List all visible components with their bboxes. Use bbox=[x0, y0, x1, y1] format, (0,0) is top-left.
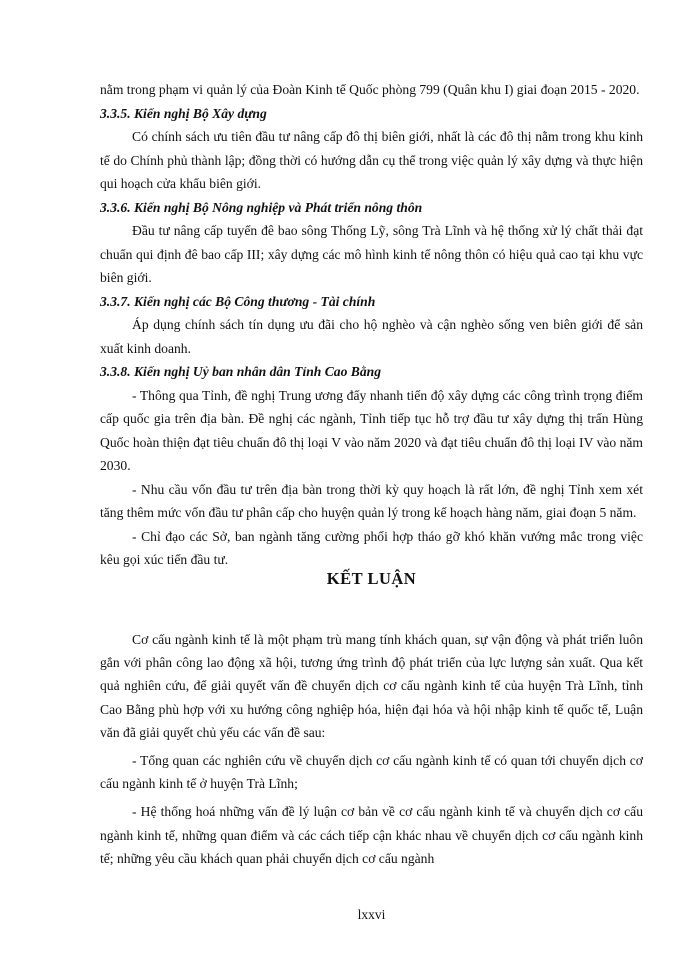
conclusion-section bbox=[100, 628, 643, 870]
continued-paragraph: nằm trong phạm vi quản lý của Đoàn Kinh tế Quốc phòng 799 (Quân khu I) giai đoạn 2015 - 2020. bbox=[100, 82, 640, 97]
conclusion-item-1: - Tổng quan các nghiên cứu về chuyển dịch cơ cấu ngành kinh tế có quan tới chuyển dịch cơ cấu ngành kinh tế ở huyện Trà Lĩnh; bbox=[100, 753, 643, 792]
conclusion-intro-paragraph: Cơ cấu ngành kinh tế là một phạm trù mang tính khách quan, sự vận động và phát triển luôn gắn với phân công lao động xã hội, tương ứng trình độ phát triển của lực lượng sản xuất. Qua kết quả nghiên cứu, để giải quyết vấn đề chuyển dịch cơ cấu ngành kinh tế của huyện Trà Lĩnh, tỉnh Cao Bằng phù hợp với xu hướng công nghiệp hóa, hiện đại hóa và hội nhập kinh tế quốc tế, Luận văn đã giải quyết chủ yếu các vấn đề sau: bbox=[100, 632, 643, 740]
paragraph-province-item-3: - Chỉ đạo các Sở, ban ngành tăng cường phối hợp tháo gỡ khó khăn vướng mắc trong việc kêu gọi xúc tiến đầu tư. bbox=[100, 528, 643, 567]
recommendations-section bbox=[100, 78, 643, 572]
section-heading-3-3-7: 3.3.7. Kiến nghị các Bộ Công thương - Tài chính bbox=[100, 293, 376, 309]
page-number: lxxvi bbox=[357, 907, 386, 922]
section-heading-3-3-8: 3.3.8. Kiến nghị Uỷ ban nhân dân Tỉnh Cao Bằng bbox=[100, 364, 382, 379]
paragraph-province-item-2: - Nhu cầu vốn đầu tư trên địa bàn trong thời kỳ quy hoạch là rất lớn, đề nghị Tỉnh xem xét tăng thêm mức vốn đầu tư phân cấp cho huyện quản lý trong kế hoạch hàng năm, giai đoạn 5 năm. bbox=[100, 481, 643, 520]
section-heading-3-3-5: 3.3.5. Kiến nghị Bộ Xây dựng bbox=[100, 105, 267, 121]
paragraph-ministry-agriculture: Đầu tư nâng cấp tuyến đê bao sông Thống Lỹ, sông Trà Lĩnh và hệ thống xử lý chất thải đạt chuẩn qui định đê bao cấp III; xây dựng các mô hình kinh tế nông thôn có hiệu quả cao tại khu vực biên giới. bbox=[100, 223, 643, 285]
paragraph-province-item-1: - Thông qua Tỉnh, đề nghị Trung ương đẩy nhanh tiến độ xây dựng các công trình trọng điểm cấp quốc gia trên địa bàn. Đề nghị các ngành, Tỉnh tiếp tục hỗ trợ đầu tư xây dựng thị trấn Hùng Quốc hoàn thiện đạt tiêu chuẩn đô thị loại V vào năm 2020 và đạt tiêu chuẩn đô thị loại IV vào năm 2030. bbox=[100, 387, 643, 473]
paragraph-ministry-trade-finance: Áp dụng chính sách tín dụng ưu đãi cho hộ nghèo và cận nghèo sống ven biên giới để sản xuất kinh doanh. bbox=[100, 317, 643, 356]
conclusion-title: KẾT LUẬN bbox=[326, 569, 417, 588]
paragraph-ministry-construction: Có chính sách ưu tiên đầu tư nâng cấp đô thị biên giới, nhất là các đô thị nằm trong khu kinh tế do Chính phủ thành lập; đồng thời có hướng dẫn cụ thể trong việc quản lý xây dựng và thực hiện qui hoạch cửa khẩu biên giới. bbox=[100, 129, 643, 191]
section-heading-3-3-6: 3.3.6. Kiến nghị Bộ Nông nghiệp và Phát triển nông thôn bbox=[100, 199, 423, 215]
conclusion-item-2: - Hệ thống hoá những vấn đề lý luận cơ bản về cơ cấu ngành kinh tế và chuyển dịch cơ cấu ngành kinh tế, những quan điểm và các cách tiếp cận khác nhau về chuyển dịch cơ cấu ngành kinh tế; những yêu cầu khách quan phải chuyển dịch cơ cấu ngành bbox=[100, 804, 643, 866]
